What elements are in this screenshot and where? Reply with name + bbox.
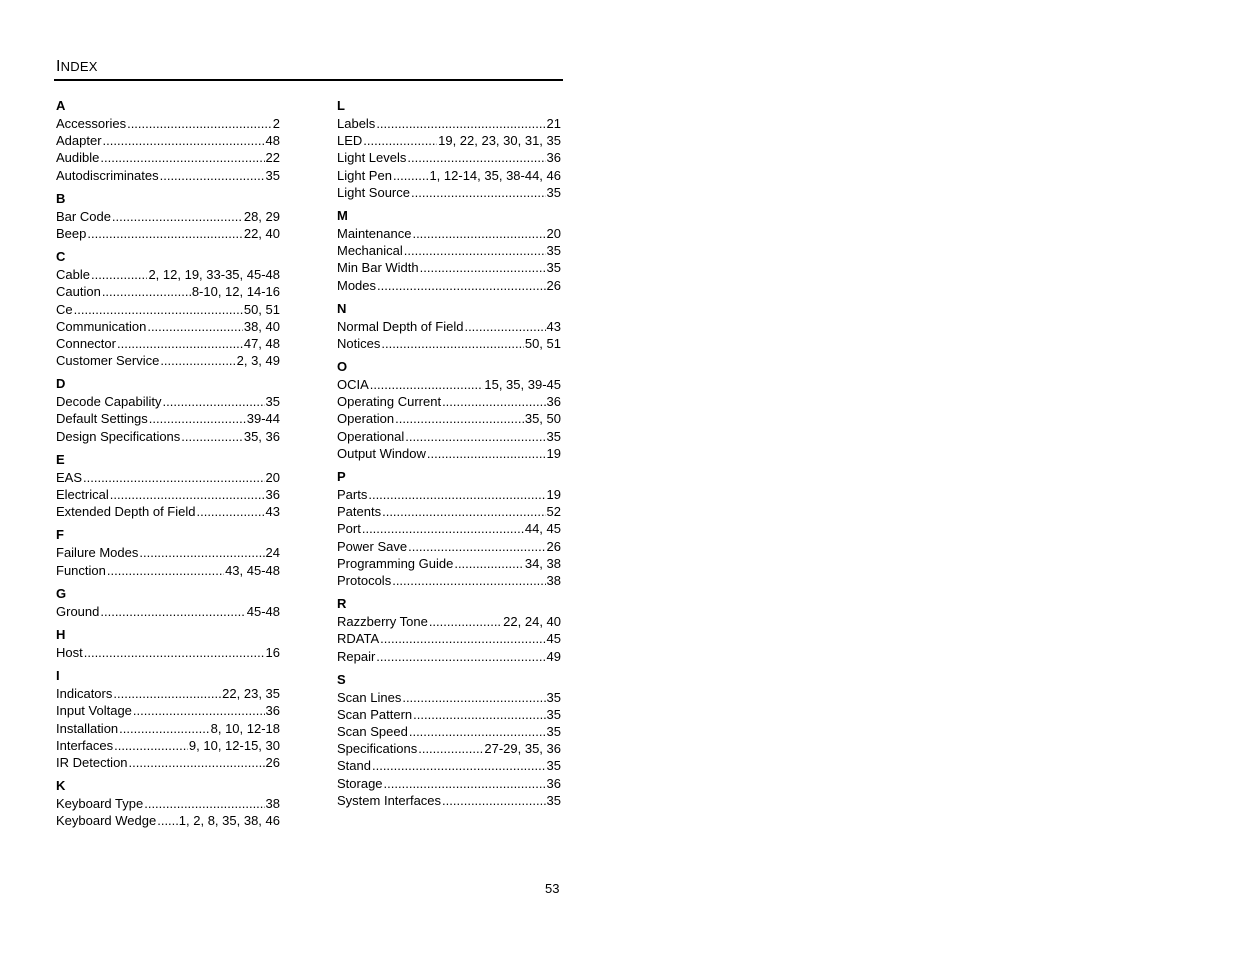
dot-leader (380, 630, 545, 647)
entry-term: OCIA (337, 377, 369, 393)
entry-pages: 16 (265, 644, 280, 660)
section-letter: A (56, 98, 66, 113)
section-letter: R (337, 596, 347, 612)
index-entry (56, 335, 280, 352)
entry-pages: 24 (265, 545, 280, 561)
entry-term: Mechanical (337, 243, 403, 259)
entry-term: Operation (337, 411, 395, 427)
index-entry (337, 318, 561, 335)
entry-term: Ground (56, 603, 100, 619)
index-entry (337, 167, 561, 184)
entry-pages: 27-29, 35, 36 (484, 741, 561, 757)
index-column-right (337, 97, 561, 815)
entry-term: Autodiscriminates (56, 167, 159, 183)
dot-leader (149, 410, 246, 427)
index-entry (56, 318, 280, 335)
entry-term: Parts (337, 487, 368, 502)
entry-pages: 49 (546, 648, 561, 664)
entry-term: Failure Modes (56, 545, 139, 561)
entry-pages: 35 (265, 167, 280, 183)
title-underline (54, 79, 563, 81)
index-entry (337, 393, 561, 410)
dot-leader (181, 428, 243, 445)
index-section-b (56, 190, 280, 242)
index-entry (56, 503, 280, 520)
entry-term: LED (337, 133, 363, 149)
entry-pages: 1, 12-14, 35, 38-44, 46 (429, 167, 561, 183)
entry-pages: 19, 22, 23, 30, 31, 35 (438, 133, 561, 149)
entry-term: Audible (56, 150, 100, 166)
dot-leader (114, 737, 188, 754)
entry-pages: 47, 48 (243, 335, 280, 351)
index-entry (337, 792, 561, 809)
index-entry (56, 208, 280, 225)
entry-pages: 20 (546, 225, 561, 241)
entry-pages: 34, 38 (524, 555, 561, 571)
entry-term: Operating Current (337, 394, 442, 410)
dot-leader (420, 259, 546, 276)
entry-term: Caution (56, 284, 101, 300)
index-entry (337, 520, 561, 537)
entry-term: Indicators (56, 686, 113, 702)
entry-pages: 35 (546, 706, 561, 722)
index-entry (337, 740, 561, 757)
dot-leader (376, 648, 545, 665)
index-entry (56, 544, 280, 561)
index-section-r (337, 595, 561, 665)
dot-leader (100, 603, 245, 620)
entry-pages: 35 (546, 758, 561, 774)
index-entry (337, 225, 561, 242)
index-section-e (56, 451, 280, 521)
section-letter: P (337, 469, 346, 484)
dot-leader (402, 689, 545, 706)
dot-leader (442, 792, 545, 809)
entry-pages: 35 (546, 260, 561, 276)
dot-leader (107, 562, 224, 579)
section-letter: K (56, 778, 66, 794)
index-entry (56, 562, 280, 579)
entry-term: Modes (337, 277, 377, 293)
entry-pages: 36 (546, 150, 561, 166)
entry-pages: 9, 10, 12-15, 30 (188, 737, 280, 753)
index-section-k (56, 777, 280, 829)
index-section-s (337, 671, 561, 809)
entry-pages: 52 (546, 504, 561, 520)
entry-pages: 35, 50 (524, 411, 561, 427)
dot-leader (157, 812, 178, 829)
index-entry (56, 266, 280, 283)
dot-leader (370, 376, 484, 393)
dot-leader (413, 706, 545, 723)
entry-term: Specifications (337, 741, 418, 757)
section-letter: H (56, 626, 66, 642)
section-letter: I (56, 668, 60, 684)
dot-leader (381, 335, 523, 352)
dot-leader (427, 445, 546, 462)
dot-leader (196, 503, 264, 520)
index-entry (337, 376, 561, 393)
entry-pages: 20 (265, 469, 280, 485)
dot-leader (160, 352, 235, 369)
entry-term: Beep (56, 225, 87, 241)
index-entry (337, 503, 561, 520)
index-section-a (56, 97, 280, 184)
dot-leader (412, 225, 545, 242)
index-entry (337, 648, 561, 665)
section-letter: M (337, 207, 348, 223)
dot-leader (362, 520, 524, 537)
entry-pages: 35 (265, 394, 280, 410)
index-entry (337, 775, 561, 792)
page-number: 53 (545, 881, 560, 896)
dot-leader (409, 723, 546, 740)
index-section-h (56, 626, 280, 661)
index-entry (56, 754, 280, 771)
entry-term: System Interfaces (337, 792, 442, 808)
dot-leader (160, 167, 265, 184)
entry-pages: 19 (546, 445, 561, 461)
dot-leader (442, 393, 545, 410)
index-entry (337, 572, 561, 589)
entry-term: Operational (337, 428, 405, 444)
dot-leader (144, 795, 264, 812)
index-column-left (56, 97, 280, 835)
entry-term: RDATA (337, 631, 380, 647)
index-entry (337, 486, 561, 503)
dot-leader (147, 318, 243, 335)
entry-term: Port (337, 521, 361, 537)
entry-pages: 22, 23, 35 (222, 686, 280, 702)
entry-term: Extended Depth of Field (56, 504, 196, 520)
dot-leader (382, 503, 545, 520)
entry-pages: 35, 36 (243, 428, 280, 444)
entry-term: Repair (337, 648, 376, 664)
index-entry (337, 184, 561, 201)
dot-leader (129, 754, 265, 771)
index-entry (56, 301, 280, 318)
dot-leader (100, 149, 264, 166)
dot-leader (464, 318, 545, 335)
entry-pages: 2 (272, 116, 280, 131)
index-section-d (56, 375, 280, 445)
index-section-n (337, 300, 561, 352)
entry-pages: 36 (265, 703, 280, 719)
entry-term: Cable (56, 267, 90, 283)
section-letter: G (56, 585, 67, 601)
entry-term: Programming Guide (337, 555, 454, 571)
entry-pages: 39-44 (246, 411, 280, 427)
dot-leader (392, 572, 545, 589)
entry-term: Protocols (337, 572, 392, 588)
section-letter: C (56, 249, 66, 265)
index-section-l (337, 97, 561, 201)
index-entry (337, 723, 561, 740)
index-entry (56, 685, 280, 702)
entry-pages: 2, 12, 19, 33-35, 45-48 (148, 267, 280, 283)
entry-pages: 35 (546, 689, 561, 705)
section-letter: D (56, 376, 66, 392)
entry-pages: 35 (546, 243, 561, 259)
dot-leader (117, 335, 243, 352)
dot-leader (133, 702, 265, 719)
section-letter: S (337, 671, 346, 687)
dot-leader (87, 225, 242, 242)
entry-pages: 44, 45 (524, 521, 561, 537)
entry-pages: 36 (265, 487, 280, 502)
dot-leader (139, 544, 264, 561)
entry-term: Storage (337, 775, 383, 791)
dot-leader (407, 149, 545, 166)
entry-pages: 50, 51 (243, 301, 280, 317)
index-entry (56, 428, 280, 445)
entry-term: Design Specifications (56, 428, 181, 444)
entry-pages: 35 (546, 792, 561, 808)
entry-term: Interfaces (56, 737, 114, 753)
index-entry (56, 149, 280, 166)
dot-leader (74, 301, 243, 318)
entry-term: Razzberry Tone (337, 614, 428, 630)
index-entry (56, 469, 280, 486)
index-entry (337, 757, 561, 774)
index-entry (337, 555, 561, 572)
page-title (56, 58, 98, 76)
dot-leader (393, 167, 429, 184)
entry-term: Electrical (56, 487, 109, 502)
dot-leader (91, 266, 147, 283)
index-entry (56, 393, 280, 410)
section-letter: E (56, 451, 65, 467)
entry-term: Decode Capability (56, 394, 162, 410)
entry-pages: 28, 29 (243, 208, 280, 224)
entry-pages: 48 (265, 133, 280, 149)
section-letter: L (337, 98, 345, 113)
entry-pages: 43 (546, 318, 561, 334)
dot-leader (408, 538, 545, 555)
dot-leader (163, 393, 265, 410)
dot-leader (102, 283, 191, 300)
index-entry (56, 225, 280, 242)
entry-pages: 8-10, 12, 14-16 (191, 284, 280, 300)
page-title-initial: I (56, 58, 61, 75)
dot-leader (110, 486, 265, 503)
section-letter: O (337, 359, 348, 375)
index-entry (337, 277, 561, 294)
entry-term: Scan Speed (337, 724, 408, 740)
index-section-o (337, 358, 561, 462)
entry-term: Function (56, 562, 106, 578)
index-entry (56, 812, 280, 829)
entry-term: Connector (56, 335, 116, 351)
entry-term: Installation (56, 720, 119, 736)
entry-pages: 2, 3, 49 (236, 353, 280, 369)
entry-term: Normal Depth of Field (337, 318, 464, 334)
entry-pages: 22, 40 (243, 225, 280, 241)
entry-term: Patents (337, 504, 382, 520)
index-entry (56, 737, 280, 754)
entry-pages: 21 (546, 116, 561, 131)
index-entry (337, 259, 561, 276)
entry-term: Communication (56, 318, 147, 334)
index-entry (56, 410, 280, 427)
entry-pages: 26 (546, 277, 561, 293)
entry-pages: 19 (546, 487, 561, 502)
entry-pages: 38 (265, 796, 280, 812)
index-section-p (337, 468, 561, 589)
entry-term: Host (56, 644, 83, 660)
entry-pages: 45 (546, 631, 561, 647)
index-entry (56, 167, 280, 184)
dot-leader (112, 208, 243, 225)
index-entry (337, 132, 561, 149)
index-entry (56, 486, 280, 503)
index-entry (337, 149, 561, 166)
entry-term: Light Levels (337, 150, 407, 166)
dot-leader (83, 469, 265, 486)
entry-pages: 38, 40 (243, 318, 280, 334)
entry-pages: 22, 24, 40 (503, 614, 561, 630)
entry-term: Ce (56, 301, 73, 317)
dot-leader (127, 115, 272, 132)
entry-pages: 8, 10, 12-18 (210, 720, 280, 736)
index-entry (337, 706, 561, 723)
index-entry (337, 335, 561, 352)
index-entry (56, 720, 280, 737)
entry-pages: 50, 51 (524, 335, 561, 351)
index-entry (56, 603, 280, 620)
entry-pages: 43 (265, 504, 280, 520)
dot-leader (384, 775, 546, 792)
section-letter: F (56, 527, 64, 543)
entry-pages: 35 (546, 724, 561, 740)
entry-pages: 45-48 (246, 603, 280, 619)
entry-term: Keyboard Type (56, 796, 144, 812)
entry-term: Light Pen (337, 167, 392, 183)
index-entry (337, 410, 561, 427)
entry-pages: 35 (546, 428, 561, 444)
dot-leader (103, 132, 265, 149)
entry-term: Power Save (337, 538, 408, 554)
index-entry (56, 795, 280, 812)
entry-term: Keyboard Wedge (56, 813, 157, 829)
dot-leader (84, 644, 265, 661)
index-entry (337, 630, 561, 647)
dot-leader (372, 757, 546, 774)
index-entry (337, 613, 561, 630)
dot-leader (404, 242, 546, 259)
index-section-f (56, 526, 280, 578)
entry-pages: 43, 45-48 (225, 562, 280, 578)
entry-term: Stand (337, 758, 371, 774)
entry-term: Scan Pattern (337, 706, 413, 722)
entry-term: Light Source (337, 184, 410, 200)
entry-term: IR Detection (56, 754, 128, 770)
entry-pages: 1, 2, 8, 35, 38, 46 (178, 813, 280, 829)
index-entry (56, 132, 280, 149)
dot-leader (429, 613, 502, 630)
index-entry (56, 283, 280, 300)
index-entry (337, 428, 561, 445)
dot-leader (368, 486, 545, 503)
entry-term: Scan Lines (337, 689, 402, 705)
entry-term: Input Voltage (56, 703, 132, 719)
dot-leader (405, 428, 545, 445)
entry-pages: 36 (546, 775, 561, 791)
index-section-g (56, 585, 280, 620)
entry-pages: 38 (546, 572, 561, 588)
entry-term: Min Bar Width (337, 260, 419, 276)
index-section-m (337, 207, 561, 294)
index-entry (56, 644, 280, 661)
dot-leader (411, 184, 546, 201)
dot-leader (377, 277, 546, 294)
dot-leader (119, 720, 209, 737)
section-letter: B (56, 190, 66, 206)
entry-term: Labels (337, 116, 376, 131)
entry-pages: 26 (546, 538, 561, 554)
index-entry (337, 242, 561, 259)
entry-term: Maintenance (337, 225, 412, 241)
index-entry (56, 115, 280, 132)
entry-term: Bar Code (56, 208, 111, 224)
dot-leader (376, 115, 545, 132)
entry-term: Notices (337, 335, 381, 351)
dot-leader (395, 410, 524, 427)
page-title-rest: NDEX (60, 59, 98, 74)
entry-pages: 15, 35, 39-45 (484, 377, 561, 393)
dot-leader (363, 132, 437, 149)
index-entry (337, 689, 561, 706)
entry-term: Output Window (337, 445, 426, 461)
entry-pages: 22 (265, 150, 280, 166)
entry-term: EAS (56, 469, 83, 485)
index-section-c (56, 248, 280, 369)
section-letter: N (337, 300, 347, 316)
entry-term: Accessories (56, 116, 127, 131)
dot-leader (113, 685, 221, 702)
entry-pages: 36 (546, 394, 561, 410)
index-entry (337, 115, 561, 132)
index-section-i (56, 667, 280, 771)
entry-pages: 35 (546, 184, 561, 200)
dot-leader (418, 740, 483, 757)
entry-term: Adapter (56, 133, 102, 149)
entry-term: Default Settings (56, 411, 148, 427)
dot-leader (454, 555, 524, 572)
entry-pages: 26 (265, 754, 280, 770)
index-entry (56, 702, 280, 719)
index-entry (56, 352, 280, 369)
index-entry (337, 445, 561, 462)
entry-term: Customer Service (56, 353, 160, 369)
index-entry (337, 538, 561, 555)
